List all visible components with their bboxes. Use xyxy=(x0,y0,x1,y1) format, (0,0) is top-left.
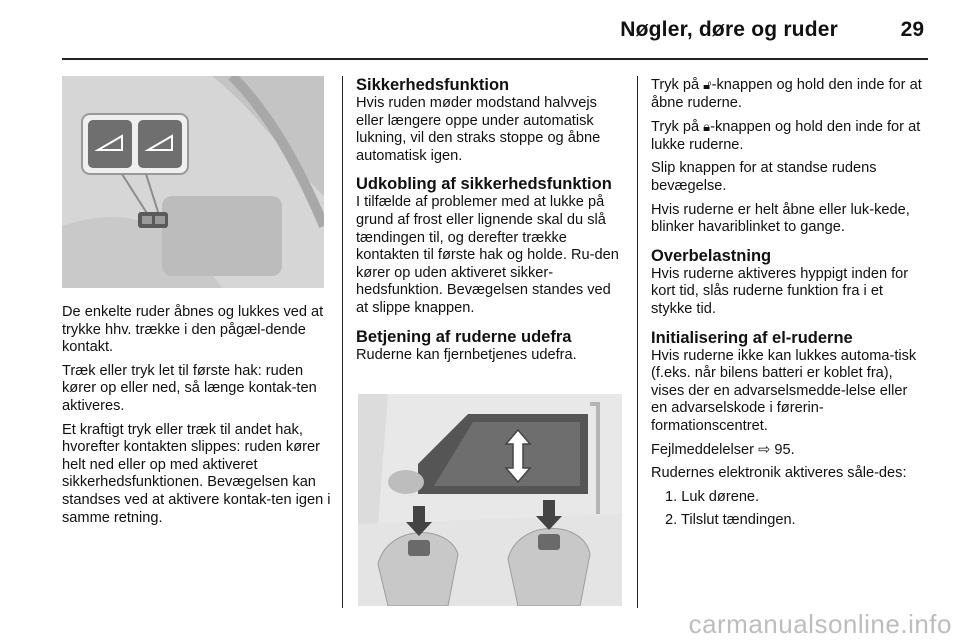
section-heading: Initialisering af el-ruderne xyxy=(651,328,853,347)
paragraph: Hvis ruderne aktiveres hyppigt inden for kort tid, slås ruderne funktion fra i et stykke tid. xyxy=(651,265,909,317)
paragraph: Rudernes elektronik aktiveres såle-des: xyxy=(651,465,907,482)
paragraph: Et kraftigt tryk eller træk til andet hak, hvorefter kontakten slippes: ruden kører helt ned eller op med aktiveret sikkerhedsfunktionen. Bevægelsen kan standses ved at aktivere kontak-ten igen i samme retning. xyxy=(62,421,331,526)
page-title: Nøgler, døre og ruder xyxy=(620,18,838,41)
header-rule xyxy=(62,58,928,60)
paragraph xyxy=(651,118,926,154)
section-heading: Betjening af ruderne udefra xyxy=(356,327,572,346)
column-divider xyxy=(637,76,638,608)
page-number: 29 xyxy=(900,18,924,41)
paragraph xyxy=(651,76,926,112)
paragraph: Hvis ruderne er helt åbne eller luk-kede, blinker havariblinket to gange. xyxy=(651,201,910,236)
remote-window-illustration xyxy=(358,394,622,606)
lock-icon: 🔒︎ xyxy=(703,119,711,135)
column-1 xyxy=(62,304,332,533)
column-2 xyxy=(356,76,624,370)
paragraph: Ruderne kan fjernbetjenes udefra. xyxy=(356,346,577,363)
list-item: 1. Luk dørene. xyxy=(665,488,760,505)
steps-list xyxy=(651,489,926,530)
window-switch-illustration xyxy=(62,76,324,288)
section-heading: Sikkerhedsfunktion xyxy=(356,76,510,94)
column-3 xyxy=(651,76,926,536)
paragraph-text: Tryk på xyxy=(651,77,704,93)
paragraph: I tilfælde af problemer med at lukke på grund af frost eller lignende skal du slå tændingen til, og derefter trække kontakten til første hak og holde. Ru-den kører op uden aktiveret sikker-hedsfunktion. Bevægelsen standes ved at slippe knappen. xyxy=(356,194,619,316)
paragraph: Slip knappen for at standse rudens bevægelse. xyxy=(651,160,877,194)
paragraph-text: Tryk på xyxy=(651,119,704,136)
paragraph: Hvis ruden møder modstand halvvejs eller længere oppe under automatisk lukning, vil den straks stoppe og åbne automatisk igen. xyxy=(356,95,601,164)
watermark: carmanualsonline.info xyxy=(688,609,952,639)
unlock-icon: 🔓︎ xyxy=(703,77,712,92)
paragraph: Fejlmeddelelser ⇨ 95. xyxy=(651,441,795,458)
column-divider xyxy=(342,76,343,608)
paragraph-text: -knappen og hold den inde for at åbne ruderne. xyxy=(651,77,922,111)
paragraph: Hvis ruderne ikke kan lukkes automa-tisk (f.eks. når bilens batteri er koblet fra), vises der en advarselsmedde-lelse eller en advarselskode i førerin-formationscentret. xyxy=(651,347,917,434)
section-heading: Overbelastning xyxy=(651,246,772,265)
paragraph: De enkelte ruder åbnes og lukkes ved at trykke hhv. trække i den pågæl-dende kontakt. xyxy=(62,304,324,356)
paragraph-text: -knappen og hold den inde for at lukke ruderne. xyxy=(651,119,921,153)
section-heading: Udkobling af sikkerhedsfunktion xyxy=(356,175,612,194)
paragraph: Træk eller tryk let til første hak: ruden kører op eller ned, så længe kontak-ten aktiveres. xyxy=(62,362,317,414)
list-item: 2. Tilslut tændingen. xyxy=(665,512,796,529)
